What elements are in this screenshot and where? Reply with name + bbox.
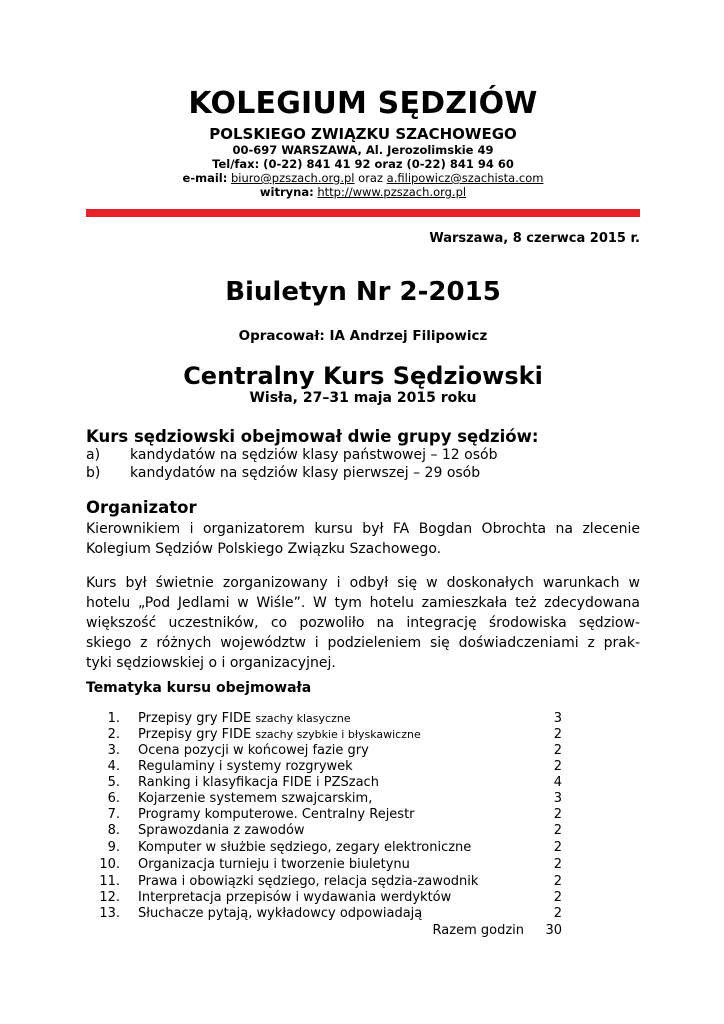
paragraph-line: Kierownikiem i organizatorem kursu był FA Bogdan Obrochta na zlecenie (86, 521, 640, 537)
organizer-paragraph-2 (86, 573, 640, 673)
topic-number: 13. (99, 906, 120, 921)
group-letter: b) (86, 465, 101, 481)
topic-number: 2. (107, 727, 120, 742)
topic-title: Przepisy gry FIDE (138, 711, 252, 726)
paragraph-line: tyki sędziowskiej o i organizacyjnej. (86, 655, 336, 671)
topic-title: Komputer w służbie sędziego, zegary elektroniczne (138, 840, 472, 855)
course-title: Centralny Kurs Sędziowski (183, 362, 543, 390)
topic-title: Przepisy gry FIDE (138, 727, 252, 742)
topic-hours: 2 (553, 890, 562, 905)
document-date: Warszawa, 8 czerwca 2015 r. (429, 231, 640, 246)
topic-number: 9. (107, 840, 120, 855)
topic-row (86, 791, 562, 807)
topic-title: Ranking i klasyfikacja FIDE i PZSzach (138, 775, 379, 790)
topic-row (86, 775, 562, 791)
topic-number: 10. (99, 857, 120, 872)
topic-number: 8. (107, 823, 120, 838)
bulletin-author: Opracował: IA Andrzej Filipowicz (238, 328, 488, 344)
topic-number: 3. (107, 743, 120, 758)
topic-row (86, 874, 562, 890)
topic-number: 4. (107, 759, 120, 774)
topic-number: 1. (107, 711, 120, 726)
paragraph-line: Kolegium Sędziów Polskiego Związku Szachowego. (86, 541, 442, 557)
topics-heading: Tematyka kursu obejmowała (86, 680, 312, 696)
topic-row (86, 807, 562, 823)
topic-row (86, 906, 562, 922)
course-place-dates: Wisła, 27–31 maja 2015 roku (249, 390, 477, 406)
total-value: 30 (545, 923, 562, 938)
topic-title: Organizacja turnieju i tworzenie biuletynu (138, 857, 410, 872)
topic-row (86, 823, 562, 839)
topic-row (86, 890, 562, 906)
email-link-biuro[interactable]: biuro@pzszach.org.pl (231, 171, 355, 185)
org-phone: Tel/fax: (0-22) 841 41 92 oraz (0-22) 841 94 60 (212, 157, 514, 171)
group-item (86, 447, 497, 463)
topic-number: 7. (107, 807, 120, 822)
paragraph-line: większość uczestników, co pozwoliło na integrację środowiska sędziow- (86, 615, 640, 631)
topic-hours: 3 (553, 711, 562, 726)
topic-hours: 4 (553, 775, 562, 790)
org-address: 00-697 WARSZAWA, Al. Jerozolimskie 49 (232, 143, 494, 157)
web-label: witryna: (259, 185, 314, 199)
organizer-paragraph-1 (86, 519, 640, 559)
topic-title: Słuchacze pytają, wykładowcy odpowiadają (138, 906, 423, 921)
org-web-line (86, 185, 640, 199)
paragraph-line: hotelu „Pod Jedlami w Wiśle”. W tym hotelu zamieszkała też zdecydowana (86, 595, 640, 611)
group-text: kandydatów na sędziów klasy państwowej – 12 osób (130, 447, 498, 463)
total-label: Razem godzin (432, 923, 524, 938)
topic-row (86, 857, 562, 873)
topic-hours: 2 (553, 823, 562, 838)
topic-hours: 3 (553, 791, 562, 806)
topic-hours: 2 (553, 857, 562, 872)
total-hours-row (86, 923, 562, 939)
topic-subtitle: szachy szybkie i błyskawiczne (255, 728, 421, 741)
topic-text (138, 727, 421, 743)
org-title: KOLEGIUM SĘDZIÓW (188, 86, 538, 121)
topic-number: 6. (107, 791, 120, 806)
topic-row (86, 727, 562, 743)
topic-row (86, 840, 562, 856)
group-item (86, 465, 480, 481)
org-email-line (86, 171, 640, 185)
topic-hours: 2 (553, 759, 562, 774)
topic-number: 12. (99, 890, 120, 905)
email-link-filipowicz[interactable]: a.filipowicz@szachista.com (386, 171, 544, 185)
organizer-heading: Organizator (86, 498, 197, 517)
topic-hours: 2 (553, 906, 562, 921)
topic-subtitle: szachy klasyczne (255, 712, 351, 725)
topic-row (86, 759, 562, 775)
topic-hours: 2 (553, 807, 562, 822)
paragraph-line: skiego z różnych województw i podzieleniem się doświadczeniami z prak- (86, 635, 640, 651)
topic-title: Ocena pozycji w końcowej fazie gry (138, 743, 369, 758)
topic-hours: 2 (553, 840, 562, 855)
topic-title: Programy komputerowe. Centralny Rejestr (138, 807, 415, 822)
group-letter: a) (86, 447, 101, 463)
header-divider (86, 209, 640, 217)
topic-number: 11. (99, 874, 120, 889)
topic-row (86, 711, 562, 727)
bulletin-title: Biuletyn Nr 2-2015 (225, 277, 501, 307)
topic-title: Prawa i obowiązki sędziego, relacja sędzia-zawodnik (138, 874, 479, 889)
email-join-text: oraz (358, 171, 384, 185)
web-link[interactable]: http://www.pzszach.org.pl (317, 185, 467, 199)
topic-title: Interpretacja przepisów i wydawania werdyktów (138, 890, 452, 905)
email-label: e-mail: (182, 171, 228, 185)
groups-heading: Kurs sędziowski obejmował dwie grupy sędziów: (86, 427, 539, 446)
topic-title: Sprawozdania z zawodów (138, 823, 305, 838)
topic-hours: 2 (553, 874, 562, 889)
topic-title: Regulaminy i systemy rozgrywek (138, 759, 353, 774)
group-text: kandydatów na sędziów klasy pierwszej – 29 osób (130, 465, 481, 481)
topic-text (138, 711, 351, 727)
topic-hours: 2 (553, 743, 562, 758)
topic-number: 5. (107, 775, 120, 790)
topic-title: Kojarzenie systemem szwajcarskim, (138, 791, 373, 806)
topic-row (86, 743, 562, 759)
org-subtitle: POLSKIEGO ZWIĄZKU SZACHOWEGO (209, 125, 517, 143)
topic-hours: 2 (553, 727, 562, 742)
paragraph-line: Kurs był świetnie zorganizowany i odbył się w doskonałych warunkach w (86, 575, 640, 591)
